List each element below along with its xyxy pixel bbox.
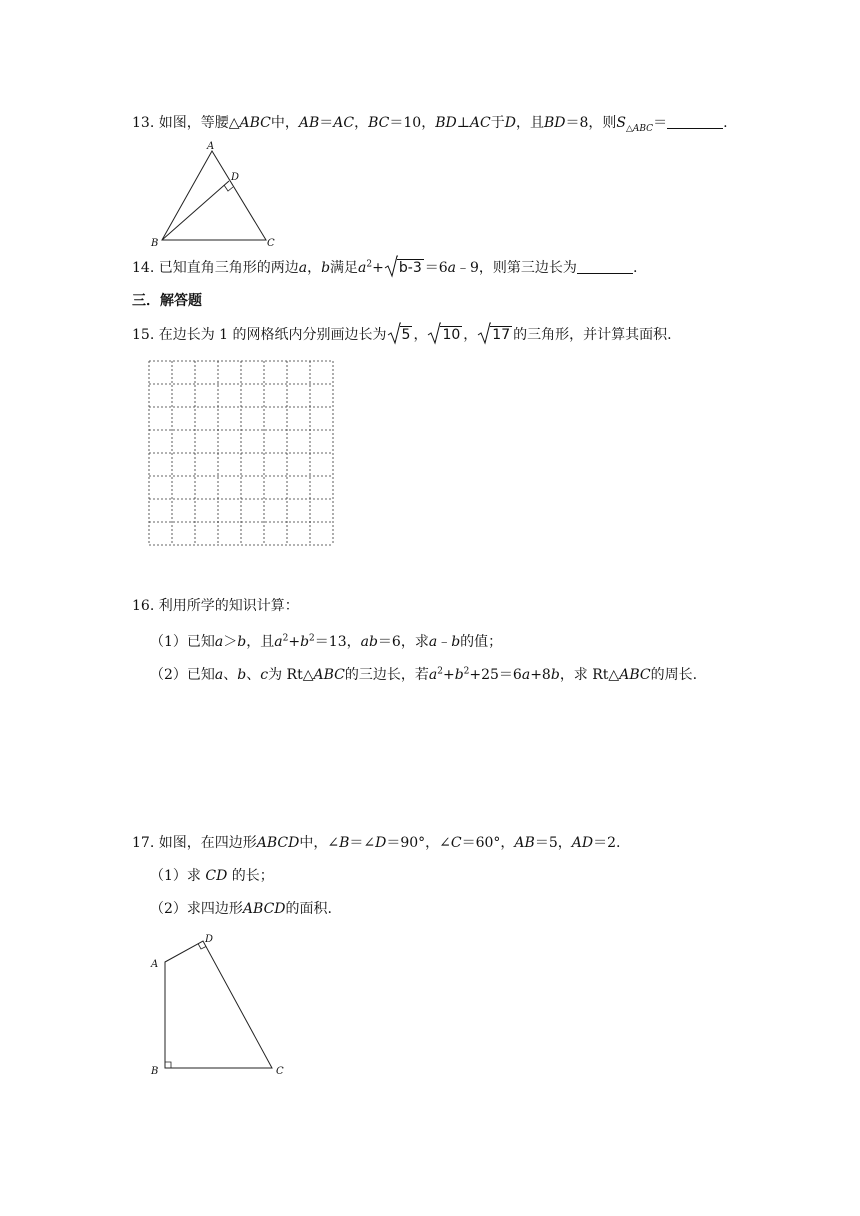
q15-sqrt-5: 5	[388, 325, 413, 345]
q13-label-d: D	[231, 172, 240, 183]
q17-part-2: （2）求四边形ABCD的面积.	[150, 901, 332, 917]
q16-text: 16. 利用所学的知识计算：	[132, 598, 299, 614]
section-heading: 三．解答题	[132, 293, 202, 309]
q13-answer-blank	[667, 114, 723, 129]
q14-answer-blank	[577, 259, 633, 274]
q16-part-2: （2）已知a、b、c为 Rt△ABC的三边长，若$a^2+b^2+25=6a+8b$，求 Rt△ABC的周长.	[150, 666, 698, 683]
q15-sqrt-17: 17	[478, 325, 512, 345]
q17-label-c: C	[276, 1066, 284, 1077]
q17-label-a: A	[151, 959, 159, 970]
q17-text: 17. 如图，在四边形ABCD中，∠B＝∠D＝90°，∠C＝60°，AB＝5，AD＝2.	[132, 835, 621, 851]
q15-text: 15. 在边长为 1 的网格纸内分别画边长为 5 ， 10 ， 17 的三角形，并计算其面积.	[132, 325, 672, 345]
q17-label-d: D	[205, 934, 214, 945]
q17-quadrilateral-figure	[148, 930, 298, 1080]
q13-label-a: A	[207, 141, 215, 152]
q15-sqrt-10: 10	[428, 325, 462, 345]
q14-text: 14. 已知直角三角形的两边a，b满足$a^2+$ b-3 ＝6a﹣9，则第三边长为 .	[132, 258, 637, 278]
q13-label-c: C	[267, 238, 275, 249]
q13-text: 13. 如图，等腰△ABC中，AB＝AC，BC＝10，BD⊥AC于D，且BD＝8，则$S_{\triangle ABC}=$ .	[132, 115, 728, 134]
q13-label-b: B	[151, 238, 159, 249]
q17-part-1: （1）求 CD 的长；	[150, 868, 274, 884]
q16-part-1: （1）已知a＞b，且$a^2+b^2=13$，ab＝6，求a﹣b的值；	[150, 633, 503, 650]
q13-triangle-figure	[150, 140, 290, 250]
q17-label-b: B	[151, 1066, 159, 1077]
q14-sqrt: b-3	[385, 258, 424, 278]
q15-grid-paper	[148, 360, 336, 548]
